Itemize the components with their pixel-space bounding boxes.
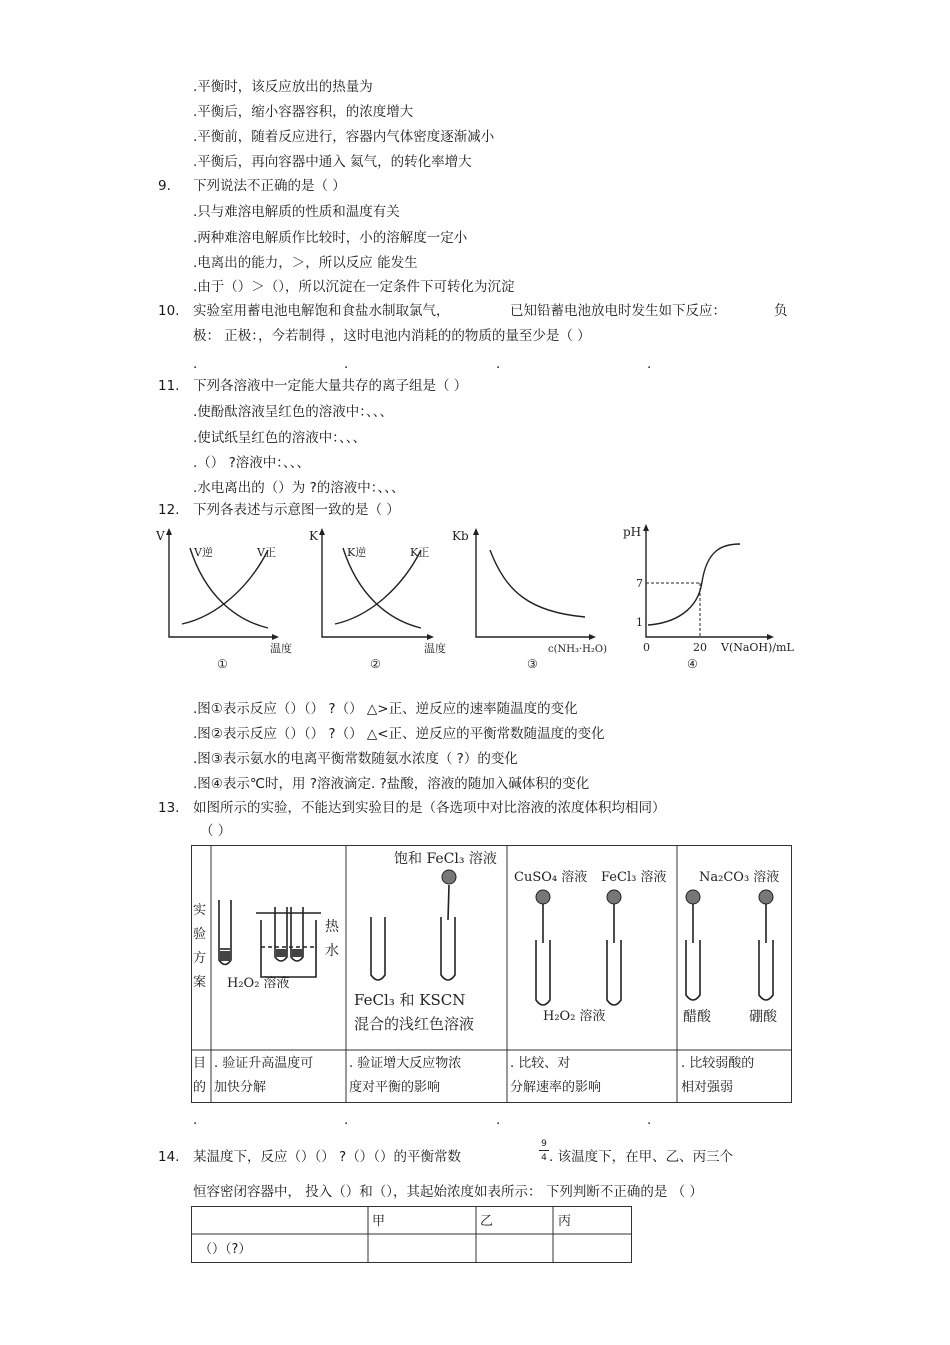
q9-number: 9.: [158, 178, 171, 194]
g4-ytick-1: 1: [636, 616, 643, 629]
g2-ylabel: K: [309, 529, 318, 543]
row1-header-2: 验: [193, 927, 207, 942]
row2-header-2: 的: [193, 1080, 207, 1095]
row1-header-3: 方: [193, 951, 207, 966]
q12-option-d: .图④表示℃时，用 ?溶液滴定. ?盐酸，溶液的随加入碱体积的变化: [193, 776, 590, 792]
q13-number: 13.: [158, 800, 180, 816]
q9-option-c: .电离出的能力，＞，所以反应 能发生: [193, 255, 418, 271]
q14-col-jia: 甲: [372, 1214, 386, 1229]
q12-option-b: .图②表示反应（）（） ?（） △<正、逆反应的平衡常数随温度的变化: [193, 726, 605, 742]
q11-option-a: .使酚酞溶液呈红色的溶液中：、、、: [193, 404, 394, 420]
g4-xlabel: V(NaOH)/mL: [721, 641, 794, 654]
purpose-a-1: . 验证升高温度可: [214, 1056, 314, 1071]
g3-ylabel: Kb: [452, 529, 469, 543]
row1-header-4: 案: [193, 975, 207, 990]
g1-xlabel: 温度: [270, 642, 292, 655]
q8-option-a: .平衡时，该反应放出的热量为: [193, 79, 373, 95]
q12-graphs: [150, 520, 810, 680]
q8-option-c: .平衡前，随着反应进行，容器内气体密度逐渐减小: [193, 129, 495, 145]
purpose-c-2: 分解速率的影响: [510, 1080, 602, 1095]
g2-id: ②: [370, 657, 381, 671]
g4-xtick-20: 20: [693, 641, 707, 654]
g4-ylabel: pH: [623, 525, 642, 539]
g2-xlabel: 温度: [424, 642, 446, 655]
q13-choice-dot: .: [647, 1112, 652, 1128]
purpose-c-1: . 比较、对: [510, 1056, 571, 1071]
figC-top-b: FeCl₃ 溶液: [601, 870, 667, 885]
q10-choice-dot: .: [496, 356, 501, 372]
q10-choice-dot: .: [647, 356, 652, 372]
figD-top: Na₂CO₃ 溶液: [699, 870, 780, 885]
q9-option-b: .两种难溶电解质作比较时，小的溶解度一定小: [193, 230, 468, 246]
q11-option-b: .使试纸呈红色的溶液中：、、、: [193, 430, 367, 446]
q13-stem: 如图所示的实验，不能达到实验目的是（各选项中对比溶液的浓度体积均相同）: [193, 800, 666, 816]
g1-ylabel: V: [156, 529, 165, 543]
figC-bottom: H₂O₂ 溶液: [543, 1009, 606, 1024]
figB-top: 饱和 FeCl₃ 溶液: [394, 851, 497, 867]
q10-stem-c: 负: [774, 303, 788, 319]
g2-curve-b: K正: [410, 546, 430, 559]
row1-header-1: 实: [193, 903, 207, 918]
q14-row1-label: （）（?）: [199, 1242, 252, 1257]
g4-id: ④: [687, 657, 698, 671]
q13-choice-dot: .: [496, 1112, 501, 1128]
g2-curve-a: K逆: [347, 546, 367, 559]
q8-option-b: .平衡后，缩小容器容积，的浓度增大: [193, 104, 414, 120]
q10-stem-b: 已知铅蓄电池放电时发生如下反应：: [510, 303, 726, 319]
q10-stem-a: 实验室用蓄电池电解饱和食盐水制取氯气，: [193, 303, 450, 319]
figD-bottom-a: 醋酸: [683, 1009, 711, 1025]
g4-ytick-7: 7: [636, 577, 643, 590]
q11-option-c: .（） ?溶液中：、、、: [193, 455, 310, 471]
q14-col-bing: 丙: [558, 1214, 572, 1229]
q14-line2: 恒容密闭容器中， 投入（）和（），其起始浓度如表所示： 下列判断不正确的是 （ ）: [193, 1184, 703, 1200]
purpose-b-2: 度对平衡的影响: [349, 1080, 441, 1095]
figA-hot-b: 水: [325, 943, 339, 959]
q9-option-d: .由于（）＞（），所以沉淀在一定条件下可转化为沉淀: [193, 279, 515, 295]
q11-stem: 下列各溶液中一定能大量共存的离子组是（ ）: [193, 378, 468, 394]
q13-paren: （ ）: [200, 823, 232, 839]
q13-choice-dot: .: [344, 1112, 349, 1128]
q14-frac-bar: [539, 1150, 549, 1151]
q14-frac-num: 9: [541, 1139, 547, 1149]
q14-frac-den: 4: [541, 1153, 547, 1163]
g1-curve-a: V逆: [194, 546, 213, 559]
q12-option-a: .图①表示反应（）（） ?（） △>正、逆反应的速率随温度的变化: [193, 701, 578, 717]
q11-option-d: .水电离出的（）为 ?的溶液中：、、、: [193, 480, 405, 496]
q10-choice-dot: .: [193, 356, 198, 372]
q11-number: 11.: [158, 378, 180, 394]
purpose-d-1: . 比较弱酸的: [681, 1056, 755, 1071]
purpose-d-2: 相对强弱: [681, 1080, 734, 1095]
figA-hot-a: 热: [325, 919, 339, 935]
q14-stem-a: 某温度下，反应（）（） ?（）（）的平衡常数: [193, 1149, 461, 1165]
q10-stem-line2: 极： 正极：，今若制得 ，这时电池内消耗的的物质的量至少是（ ）: [193, 328, 591, 344]
q14-number: 14.: [158, 1149, 180, 1165]
figB-bottom1: FeCl₃ 和 KSCN: [354, 991, 466, 1009]
g3-xlabel: c(NH₃·H₂O): [548, 644, 607, 655]
row2-header-1: 目: [193, 1056, 207, 1071]
q12-option-c: .图③表示氨水的电离平衡常数随氨水浓度（ ?）的变化: [193, 751, 518, 767]
q10-number: 10.: [158, 303, 180, 319]
g4-xtick-0: 0: [643, 641, 650, 654]
q12-number: 12.: [158, 502, 180, 518]
g1-id: ①: [217, 657, 228, 671]
figA-label: H₂O₂ 溶液: [227, 976, 290, 991]
figC-top-a: CuSO₄ 溶液: [514, 870, 588, 885]
figB-bottom2: 混合的浅红色溶液: [354, 1015, 475, 1033]
q8-option-d: .平衡后，再向容器中通入 氦气，的转化率增大: [193, 154, 472, 170]
g1-curve-b: V正: [257, 546, 276, 559]
q9-option-a: .只与难溶电解质的性质和温度有关: [193, 204, 400, 220]
q12-stem: 下列各表述与示意图一致的是（ ）: [193, 502, 400, 518]
purpose-b-1: . 验证增大反应物浓: [349, 1056, 462, 1071]
q13-choice-dot: .: [193, 1112, 198, 1128]
purpose-a-2: 加快分解: [214, 1080, 267, 1095]
figD-bottom-b: 硼酸: [749, 1009, 777, 1025]
q14-stem-b: . 该温度下，在甲、乙、丙三个: [549, 1149, 734, 1165]
q9-stem: 下列说法不正确的是（ ）: [193, 178, 346, 194]
q14-col-yi: 乙: [480, 1214, 494, 1229]
q10-choice-dot: .: [344, 356, 349, 372]
g3-id: ③: [527, 657, 538, 671]
